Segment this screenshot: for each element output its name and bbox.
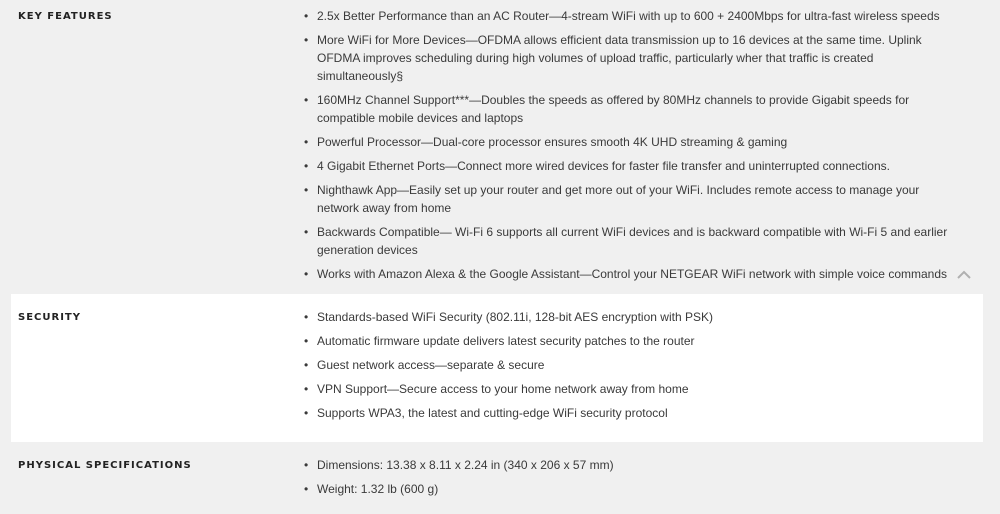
bullet: • (304, 159, 309, 173)
bullet: • (304, 9, 309, 23)
bullet: • (304, 482, 309, 496)
list-item-text: 160MHz Channel Support***—Doubles the speeds as offered by 80MHz channels to provide Gigabit speeds for compatible mobile devices and laptops (317, 93, 910, 125)
chevron-up-icon (955, 266, 973, 282)
bullet: • (304, 358, 309, 372)
list-item (302, 7, 957, 25)
list-item (302, 308, 957, 326)
list-item (302, 91, 957, 127)
list-item (302, 133, 957, 151)
bullet: • (304, 334, 309, 348)
bullet: • (304, 458, 309, 472)
list-item (302, 181, 957, 217)
list-item (302, 380, 957, 398)
list-item-text: Nighthawk App—Easily set up your router and get more out of your WiFi. Includes remote access to manage your network away from home (317, 183, 920, 215)
list-item (302, 332, 957, 350)
list-item (302, 157, 957, 175)
list-item (302, 356, 957, 374)
bullet: • (304, 382, 309, 396)
list-item-text: Guest network access—separate & secure (317, 358, 545, 372)
list-item-text: Works with Amazon Alexa & the Google Assistant—Control your NETGEAR WiFi network with simple voice commands (317, 267, 948, 281)
physical-specs-section (0, 442, 1000, 514)
list-item-text: VPN Support—Secure access to your home network away from home (317, 382, 689, 396)
security-section (11, 294, 983, 442)
bullet: • (304, 310, 309, 324)
key-features-list (302, 7, 957, 289)
list-item-text: Automatic firmware update delivers latest security patches to the router (317, 334, 695, 348)
list-item (302, 456, 957, 474)
list-item (302, 480, 957, 498)
collapse-button[interactable] (955, 266, 973, 282)
list-item-text: Standards-based WiFi Security (802.11i, 128-bit AES encryption with PSK) (317, 310, 713, 324)
list-item-text: More WiFi for More Devices—OFDMA allows efficient data transmission up to 16 devices at the same time. Uplink OFDMA improves scheduling during high volumes of upload traffic, particularly wher that traffic is created simultaneously§ (317, 33, 922, 83)
bullet: • (304, 93, 309, 107)
security-list (302, 308, 957, 428)
bullet: • (304, 267, 309, 281)
bullet: • (304, 225, 309, 239)
list-item (302, 31, 957, 85)
bullet: • (304, 33, 309, 47)
bullet: • (304, 135, 309, 149)
physical-specs-list (302, 456, 957, 504)
security-heading: SECURITY (18, 312, 81, 323)
list-item-text: Supports WPA3, the latest and cutting-edge WiFi security protocol (317, 406, 668, 420)
list-item (302, 404, 957, 422)
list-item-text: Weight: 1.32 lb (600 g) (317, 482, 439, 496)
list-item-text: 4 Gigabit Ethernet Ports—Connect more wired devices for faster file transfer and uninterrupted connections. (317, 159, 890, 173)
list-item (302, 223, 957, 259)
list-item-text: Dimensions: 13.38 x 8.11 x 2.24 in (340 x 206 x 57 mm) (317, 458, 614, 472)
key-features-heading: KEY FEATURES (18, 11, 113, 22)
bullet: • (304, 183, 309, 197)
list-item-text: Backwards Compatible— Wi-Fi 6 supports all current WiFi devices and is backward compatible with Wi-Fi 5 and earlier generation devices (317, 225, 948, 257)
bullet: • (304, 406, 309, 420)
list-item-text: 2.5x Better Performance than an AC Router—4-stream WiFi with up to 600 + 2400Mbps for ultra-fast wireless speeds (317, 9, 940, 23)
list-item (302, 265, 957, 283)
physical-specs-heading: PHYSICAL SPECIFICATIONS (18, 460, 192, 471)
list-item-text: Powerful Processor—Dual-core processor ensures smooth 4K UHD streaming & gaming (317, 135, 788, 149)
